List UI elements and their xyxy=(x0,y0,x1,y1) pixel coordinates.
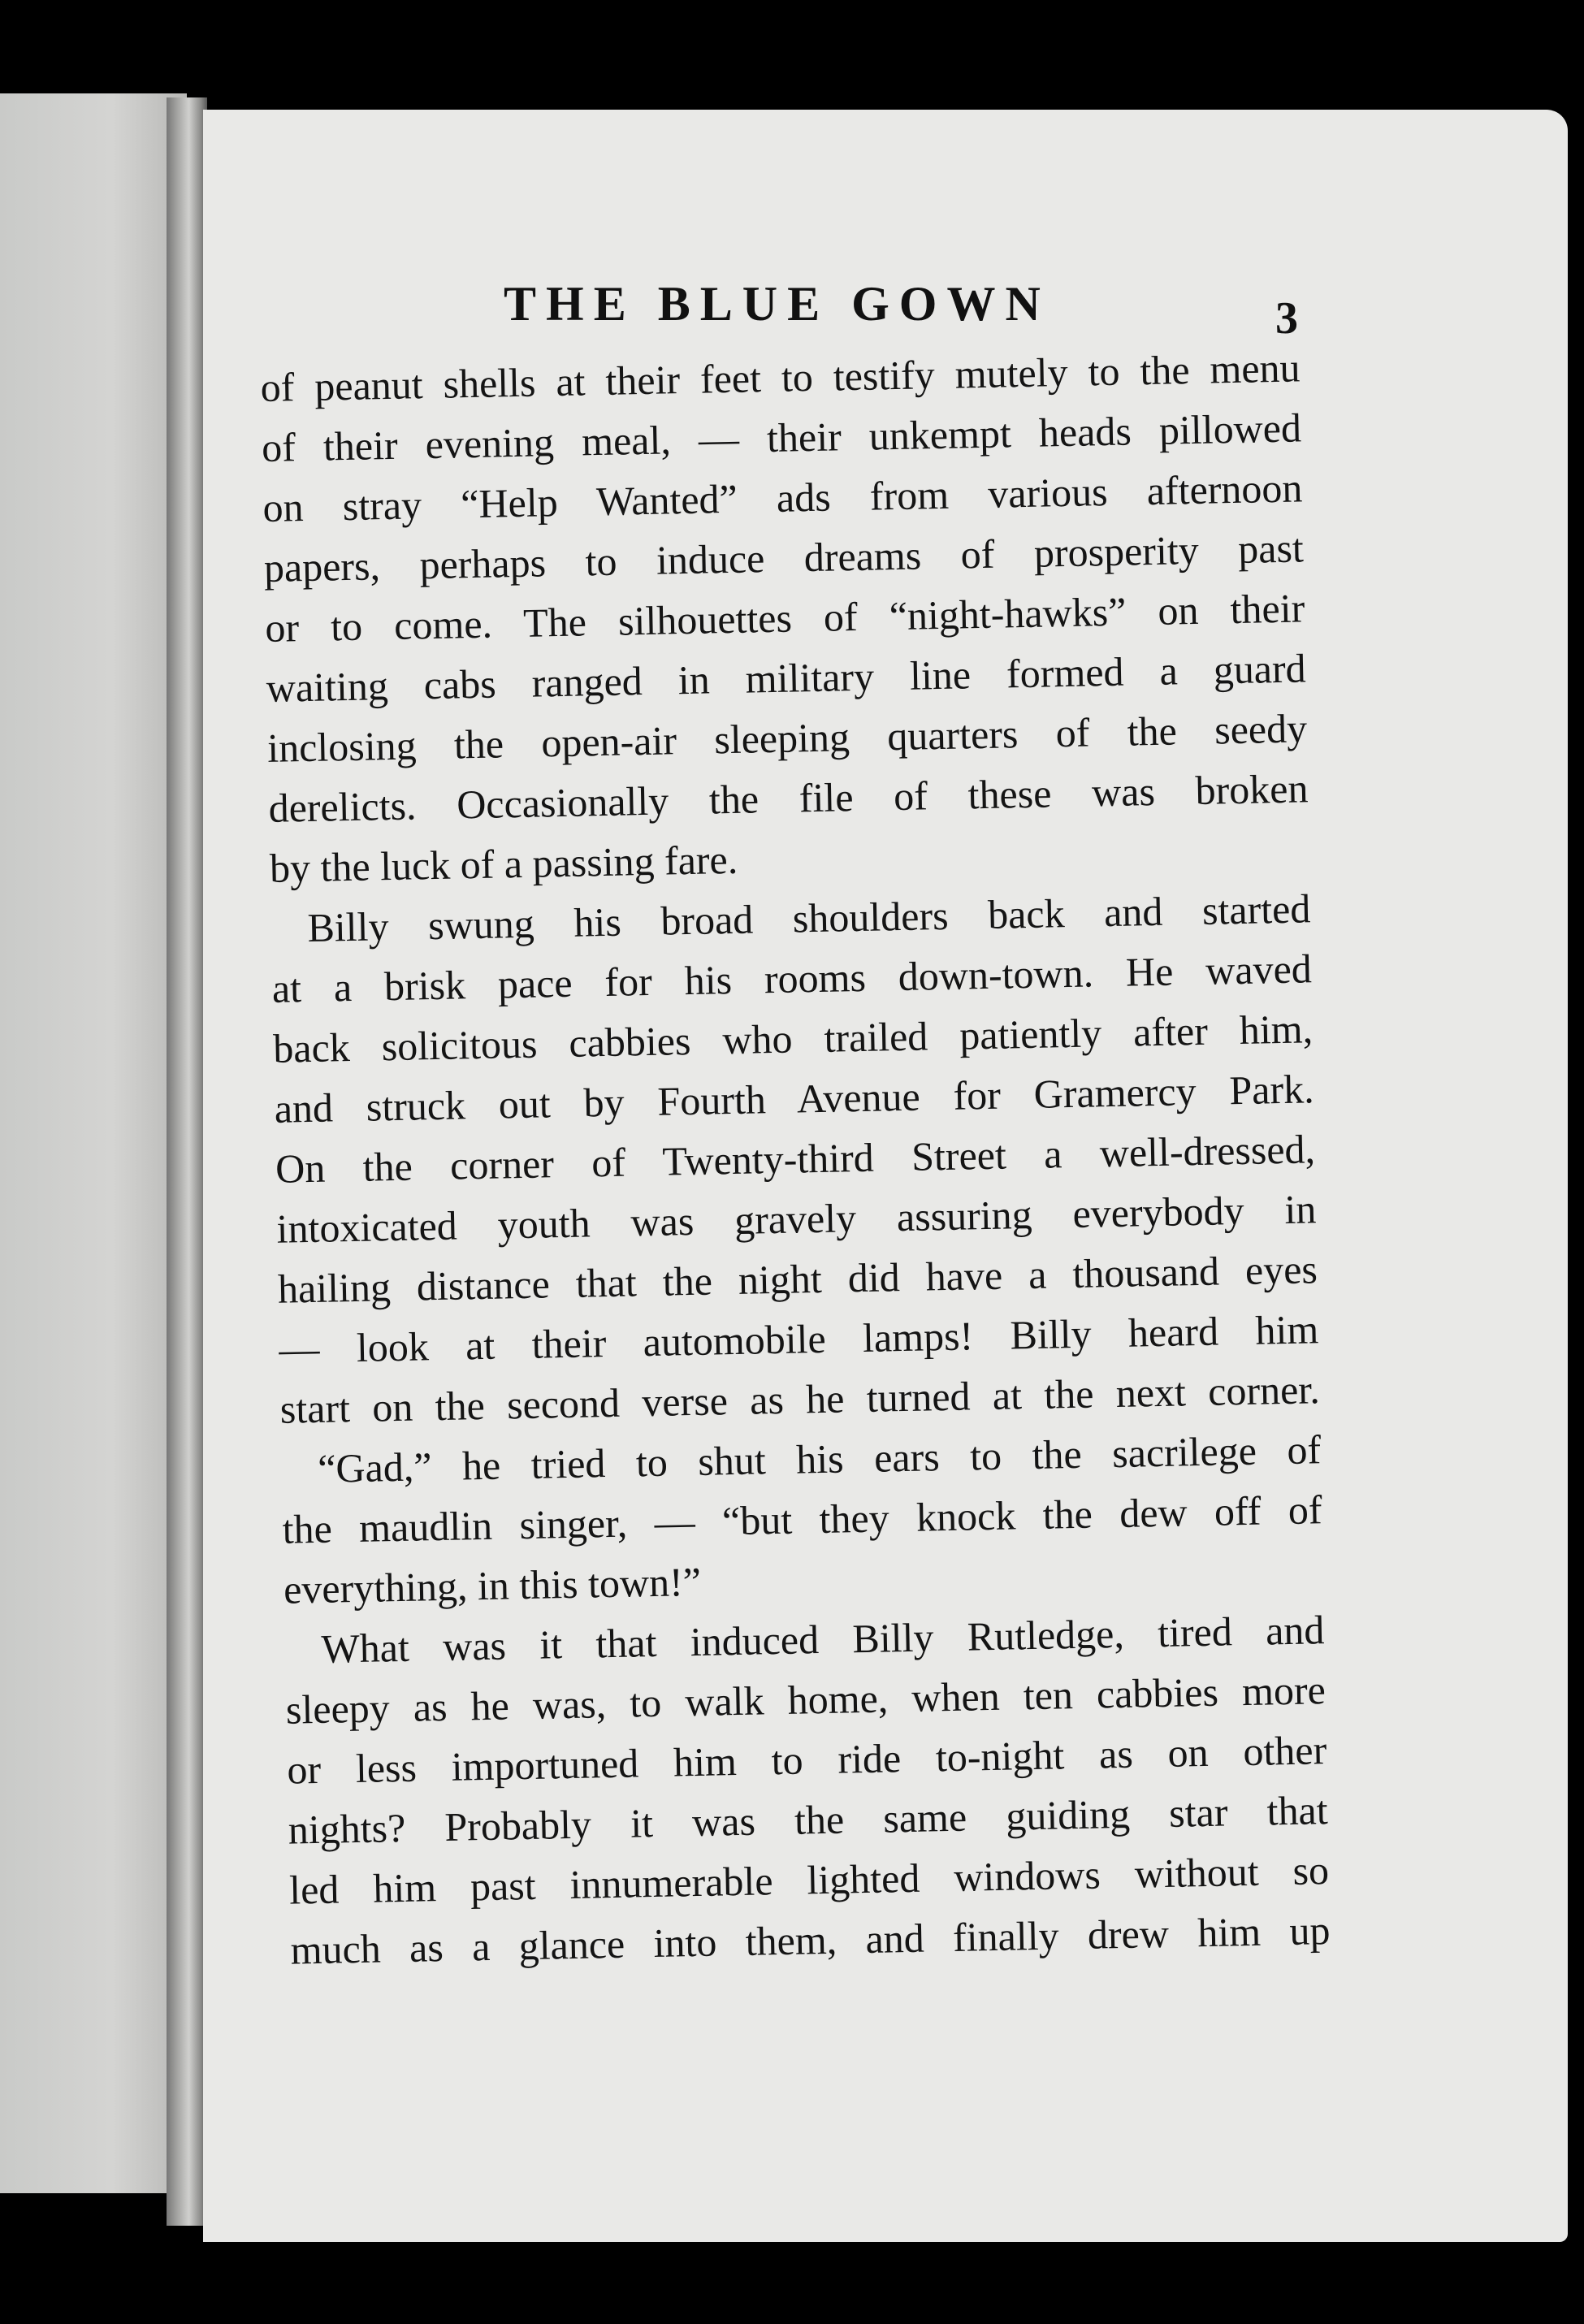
text-line: Billy swung his broad shoulders back and started xyxy=(306,885,1311,951)
text-line: the maudlin singer, — “but they knock the dew off of xyxy=(282,1487,1323,1552)
text-line: everything, in this town!” xyxy=(283,1558,702,1612)
page-number: 3 xyxy=(1275,293,1298,344)
text-line: much as a glance into them, and finally drew him up xyxy=(290,1907,1331,1973)
text-line: of peanut shells at their feet to testify mutely to the menu xyxy=(260,344,1301,410)
text-line: derelicts. Occasionally the file of these was broken xyxy=(268,765,1309,831)
text-line: on stray “Help Wanted” ads from various afternoon xyxy=(262,465,1303,530)
text-line: back solicitous cabbies who trailed patiently after him, xyxy=(272,1006,1314,1071)
text-line: “Gad,” he tried to shut his ears to the sacrilege of xyxy=(317,1426,1322,1491)
text-line: or to come. The silhouettes of “night-hawks” on their xyxy=(264,585,1305,651)
text-line: intoxicated youth was gravely assuring everybody in xyxy=(276,1186,1317,1252)
text-line: hailing distance that the night did have a thousand eyes xyxy=(277,1246,1318,1312)
body-text xyxy=(260,337,1331,2022)
facing-page-edge xyxy=(0,93,187,2193)
text-line: led him past innumerable lighted windows without so xyxy=(288,1847,1330,1913)
text-line: — look at their automobile lamps! Billy heard him xyxy=(278,1306,1319,1372)
text-line: and struck out by Fourth Avenue for Gramercy Park. xyxy=(274,1066,1315,1132)
text-line: On the corner of Twenty-third Street a well-dressed, xyxy=(275,1126,1316,1192)
text-line: waiting cabs ranged in military line formed a guard xyxy=(266,645,1307,711)
text-line: start on the second verse as he turned at the next corner. xyxy=(279,1366,1321,1432)
book-gutter xyxy=(167,97,207,2226)
text-line: papers, perhaps to induce dreams of prosperity past xyxy=(263,525,1305,591)
text-line: inclosing the open-air sleeping quarters of the seedy xyxy=(266,705,1308,771)
running-head: THE BLUE GOWN xyxy=(504,277,1050,331)
text-line: or less importuned him to ride to-night as on other xyxy=(286,1727,1327,1793)
text-line: What was it that induced Billy Rutledge, tired and xyxy=(320,1607,1325,1672)
text-line: of their evening meal, — their unkempt heads pillowed xyxy=(261,405,1302,470)
text-line: sleepy as he was, to walk home, when ten cabbies more xyxy=(285,1667,1326,1733)
text-line: at a brisk pace for his rooms down-town. He waved xyxy=(271,946,1313,1011)
text-line: nights? Probably it was the same guiding star that xyxy=(288,1787,1329,1853)
text-line: by the luck of a passing fare. xyxy=(269,836,738,891)
